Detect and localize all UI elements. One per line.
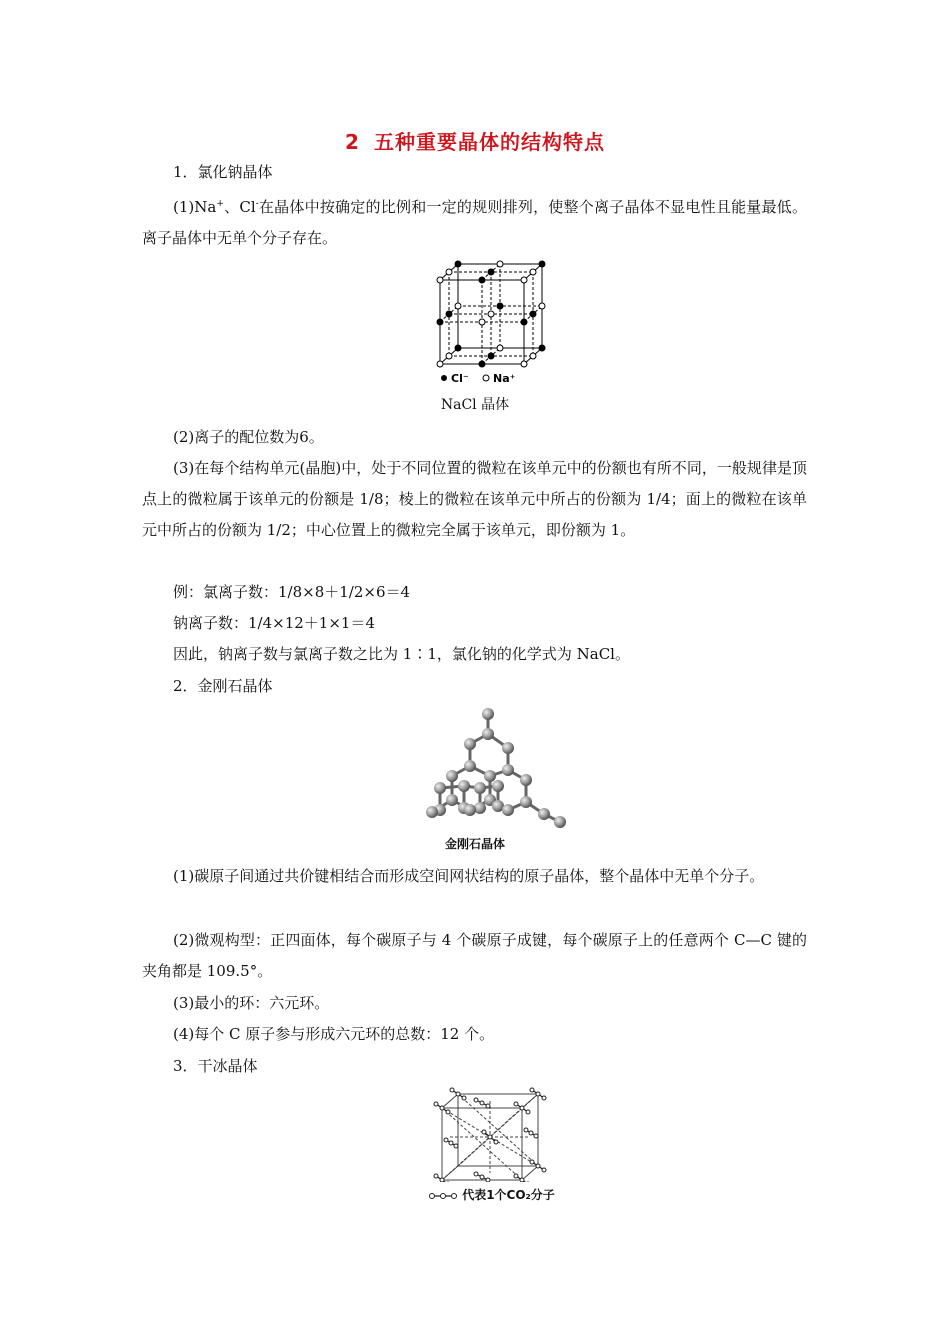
cl-legend-label: Cl⁻ (451, 372, 469, 385)
nacl-paragraph-2: (2)离子的配位数为6。 (173, 428, 324, 446)
nacl-p1-b: 、Cl (223, 198, 256, 216)
na-legend-marker (483, 375, 489, 381)
diamond-paragraph-1: (1)碳原子间通过共价键相结合而形成空间网状结构的原子晶体，整个晶体中无单个分子。 (173, 867, 765, 885)
diamond-paragraph-2: (2)微观构型：正四面体，每个碳原子与 4 个碳原子成键，每个碳原子上的任意两个 C—C 键的夹角都是 109.5°。 (142, 931, 807, 980)
nacl-example-1: 例：氯离子数：1/8×8＋1/2×6＝4 (173, 583, 411, 601)
na-legend-label: Na⁺ (493, 372, 516, 385)
dryice-heading: 3．干冰晶体 (173, 1057, 258, 1075)
nacl-p1-a: (1)Na (173, 198, 217, 216)
diamond-paragraph-4: (4)每个 C 原子参与形成六元环的总数：12 个。 (173, 1025, 495, 1043)
dryice-crystal-diagram (432, 1086, 552, 1182)
diamond-heading: 2．金刚石晶体 (173, 677, 273, 695)
nacl-crystal-diagram (430, 254, 550, 388)
cl-charge: - (255, 199, 259, 209)
page-title (0, 126, 950, 155)
nacl-paragraph-1 (142, 189, 807, 254)
dryice-caption: 代表1个CO₂分子 (462, 1188, 555, 1202)
cl-legend-marker (441, 375, 447, 381)
nacl-example-3: 因此，钠离子数与氯离子数之比为 1∶1，氯化钠的化学式为 NaCl。 (173, 645, 630, 663)
section-number: 2 (345, 130, 360, 154)
co2-molecule-icon (428, 1191, 458, 1201)
dryice-legend (428, 1186, 555, 1203)
diamond-crystal-diagram (420, 704, 570, 832)
nacl-example-2: 钠离子数：1/4×12＋1×1＝4 (173, 614, 375, 632)
nacl-p1-c: 在晶体中按确定的比例和一定的规则排列，使整个离子晶体不显电性且能量最低。离子晶体中无单个分子存在。 (142, 198, 807, 247)
nacl-heading: 1．氯化钠晶体 (173, 163, 273, 181)
diamond-caption: 金刚石晶体 (444, 837, 505, 851)
nacl-caption: NaCl 晶体 (440, 397, 510, 413)
title-text: 五种重要晶体的结构特点 (373, 130, 605, 154)
diamond-paragraph-3: (3)最小的环：六元环。 (173, 994, 330, 1012)
na-charge: + (216, 199, 224, 209)
nacl-paragraph-3: (3)在每个结构单元(晶胞)中，处于不同位置的微粒在该单元中的份额也有所不同，一般规律是顶点上的微粒属于该单元的份额是 1/8；棱上的微粒在该单元中所占的份额为 1/4；面上的微粒在该单元中所占的份额为 1/2；中心位置上的微粒完全属于该单元，即份额为 1。 (142, 459, 807, 539)
